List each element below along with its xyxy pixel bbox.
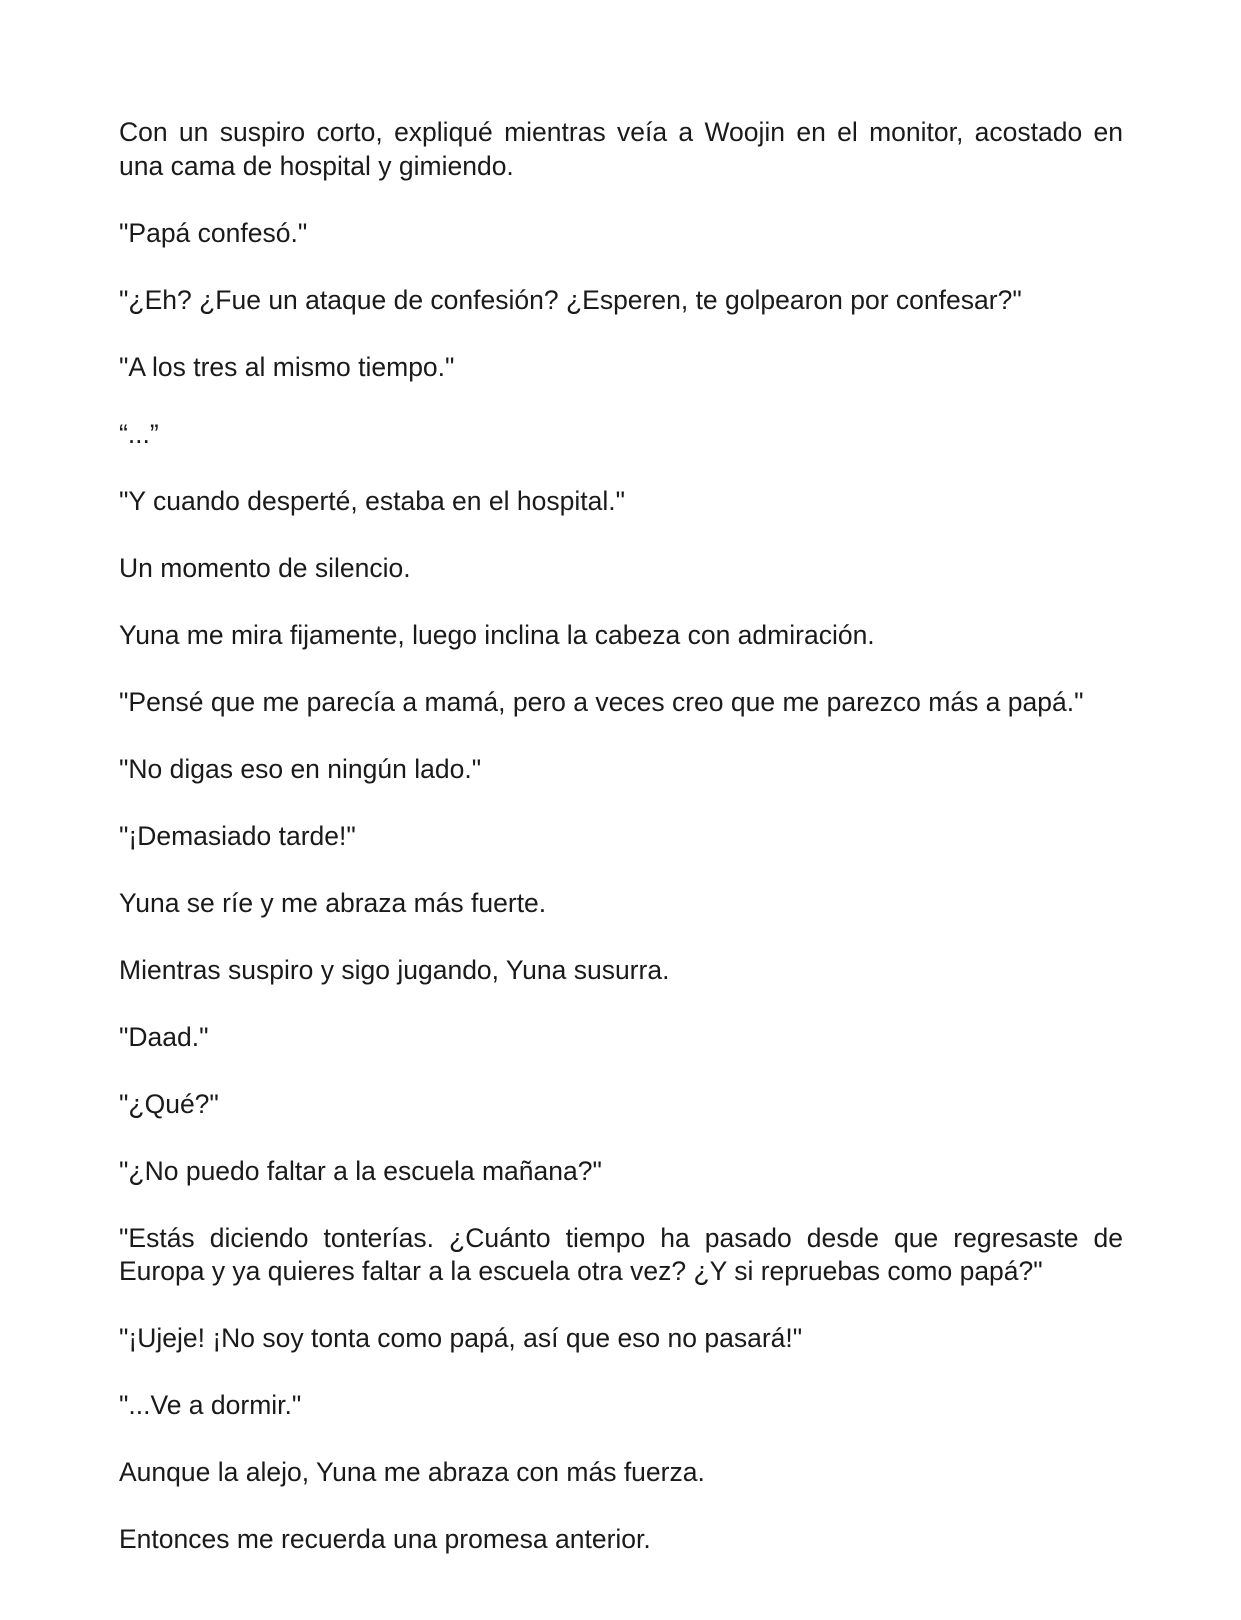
paragraph: Entonces me recuerda una promesa anterior. bbox=[119, 1524, 651, 1554]
paragraph: "Papá confesó." bbox=[119, 217, 308, 248]
paragraph: "¿Qué?" bbox=[119, 1088, 219, 1119]
paragraph: "¿Eh? ¿Fue un ataque de confesión? ¿Esperen, te golpearon por confesar?" bbox=[119, 284, 1022, 315]
paragraph: "¿No puedo faltar a la escuela mañana?" bbox=[119, 1155, 602, 1186]
paragraph: "Pensé que me parecía a mamá, pero a veces creo que me parezco más a papá." bbox=[119, 686, 1084, 717]
paragraph: "Estás diciendo tonterías. ¿Cuánto tiempo ha pasado desde que regresaste de Europa y ya quieres faltar a la escuela otra vez? ¿Y si repruebas como papá?" bbox=[119, 1222, 1123, 1286]
paragraph: "Daad." bbox=[119, 1021, 209, 1052]
paragraph: Yuna me mira fijamente, luego inclina la cabeza con admiración. bbox=[119, 619, 875, 650]
paragraph: Aunque la alejo, Yuna me abraza con más fuerza. bbox=[119, 1457, 705, 1487]
document-body bbox=[119, 116, 1123, 1590]
paragraph: Yuna se ríe y me abraza más fuerte. bbox=[119, 887, 547, 918]
paragraph: "...Ve a dormir." bbox=[119, 1390, 302, 1420]
paragraph: "¡Demasiado tarde!" bbox=[119, 820, 356, 851]
paragraph: Mientras suspiro y sigo jugando, Yuna susurra. bbox=[119, 954, 670, 985]
paragraph: "No digas eso en ningún lado." bbox=[119, 753, 482, 784]
paragraph: "¡Ujeje! ¡No soy tonta como papá, así que eso no pasará!" bbox=[119, 1323, 803, 1353]
paragraph: “...” bbox=[119, 418, 159, 449]
paragraph: Con un suspiro corto, expliqué mientras veía a Woojin en el monitor, acostado en una cama de hospital y gimiendo. bbox=[119, 117, 1123, 181]
paragraph: Un momento de silencio. bbox=[119, 552, 411, 583]
paragraph: "A los tres al mismo tiempo." bbox=[119, 351, 455, 382]
paragraph: "Y cuando desperté, estaba en el hospital." bbox=[119, 485, 625, 516]
